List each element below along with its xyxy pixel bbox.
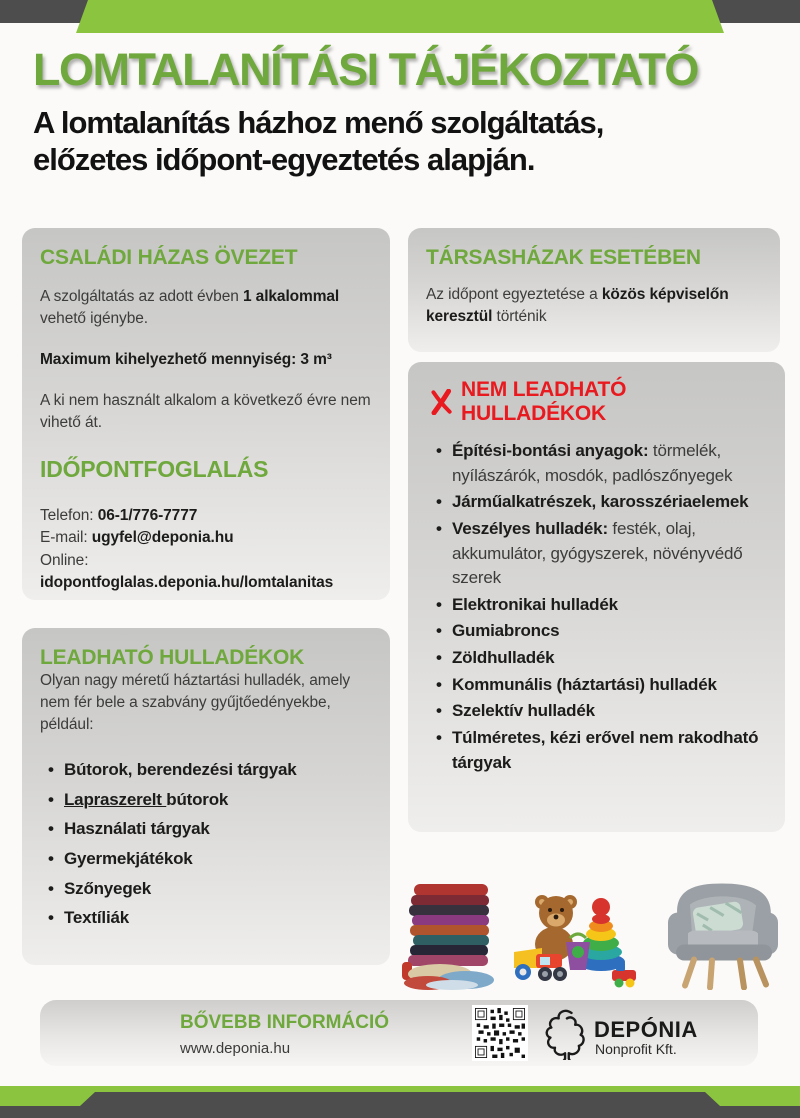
condo-text-normal: Az időpont egyeztetése a (426, 286, 602, 303)
qr-code-icon (472, 1005, 528, 1061)
family-availability-text (40, 286, 372, 330)
condo-text-rest: történik (492, 308, 547, 325)
phone-number: 06-1/776-7777 (97, 507, 198, 524)
family-zone-box (22, 228, 390, 600)
top-green-ribbon (0, 0, 800, 33)
logo-name: DEPÓNIA (594, 1017, 698, 1042)
list-item: • Túlméretes, kézi erővel nem rakodható tárgyak (452, 726, 765, 775)
list-item: • Kommunális (háztartási) hulladék (452, 673, 765, 698)
list-item: • Gumiabroncs (452, 619, 765, 644)
page-subtitle (33, 104, 603, 178)
booking-url: idopontfoglalas.deponia.hu/lomtalanitas (40, 574, 334, 592)
availability-text-normal: A szolgáltatás az adott évben (40, 288, 243, 305)
toys-photo (508, 882, 640, 990)
not-accepted-list (428, 439, 765, 775)
subtitle-line-2: előzetes időpont-egyeztetés alapján. (33, 142, 535, 178)
list-item: • Bútorok, berendezési tárgyak (64, 758, 372, 783)
max-quantity-text: Maximum kihelyezhető mennyiség: 3 m³ (40, 351, 332, 368)
booking-title: IDŐPONTFOGLALÁS (40, 456, 269, 482)
accepted-box (22, 628, 390, 965)
footer-info-title: BŐVEBB INFORMÁCIÓ (180, 1012, 389, 1033)
email-label: E-mail: (40, 529, 92, 547)
footer-bar (40, 1000, 758, 1066)
availability-text-rest: vehető igénybe. (40, 310, 148, 327)
list-item: • Veszélyes hulladék: festék, olaj, akkumulátor, gyógyszerek, növényvédő szerek (452, 517, 765, 591)
subtitle-line-1: A lomtalanítás házhoz menő szolgáltatás, (33, 105, 604, 140)
not-accepted-box (408, 362, 785, 832)
condo-title: TÁRSASHÁZAK ESETÉBEN (426, 246, 701, 269)
list-item: • Járműalkatrészek, karosszériaelemek (452, 490, 765, 515)
list-item: • Zöldhulladék (452, 646, 765, 671)
contact-block (40, 505, 372, 595)
logo-subtitle: Nonprofit Kft. (595, 1041, 677, 1057)
list-item: • Építési-bontási anyagok: törmelék, nyílászárók, mosdók, padlószőnyegek (452, 439, 765, 488)
accepted-title: LEADHATÓ HULLADÉKOK (40, 646, 305, 669)
condo-box (408, 228, 780, 352)
footer-website: www.deponia.hu (180, 1040, 291, 1057)
list-item: • Gyermekjátékok (64, 847, 372, 872)
list-item: • Szőnyegek (64, 877, 372, 902)
deponia-logo (544, 1008, 744, 1060)
availability-text-bold: 1 alkalommal (242, 288, 340, 305)
condo-text (426, 284, 762, 328)
phone-label: Telefon: (40, 507, 98, 524)
email-address: ugyfel@deponia.hu (91, 529, 234, 547)
armchair-photo (652, 874, 794, 990)
list-item: • Textíliák (64, 906, 372, 931)
list-item: • Lapraszerelt bútorok (64, 788, 372, 813)
list-item: • Használati tárgyak (64, 817, 372, 842)
accepted-list (40, 758, 372, 931)
phone-line (40, 505, 372, 527)
deponia-tree-icon (544, 1008, 588, 1060)
unused-occasion-text: A ki nem használt alkalom a következő évre nem vihető át. (40, 392, 371, 431)
bottom-dark-ribbon (0, 1090, 800, 1118)
accepted-intro: Olyan nagy méretű háztartási hulladék, amely nem fér bele a szabvány gyűjtőedényekbe, például: (40, 672, 351, 733)
online-label-line: Online: (40, 551, 89, 569)
condo-text-bold: közös képviselőn keresztül (426, 286, 729, 325)
list-item: • Elektronikai hulladék (452, 593, 765, 618)
textiles-photo (400, 876, 500, 990)
not-accepted-title: NEM LEADHATÓ HULLADÉKOK (461, 378, 627, 425)
list-item: • Szelektív hulladék (452, 699, 765, 724)
not-accepted-header (428, 378, 765, 426)
ballot-x-icon (428, 389, 454, 415)
email-line (40, 527, 372, 549)
family-zone-title: CSALÁDI HÁZAS ÖVEZET (40, 246, 298, 269)
page-title: LOMTALANÍTÁSI TÁJÉKOZTATÓ (33, 44, 698, 95)
